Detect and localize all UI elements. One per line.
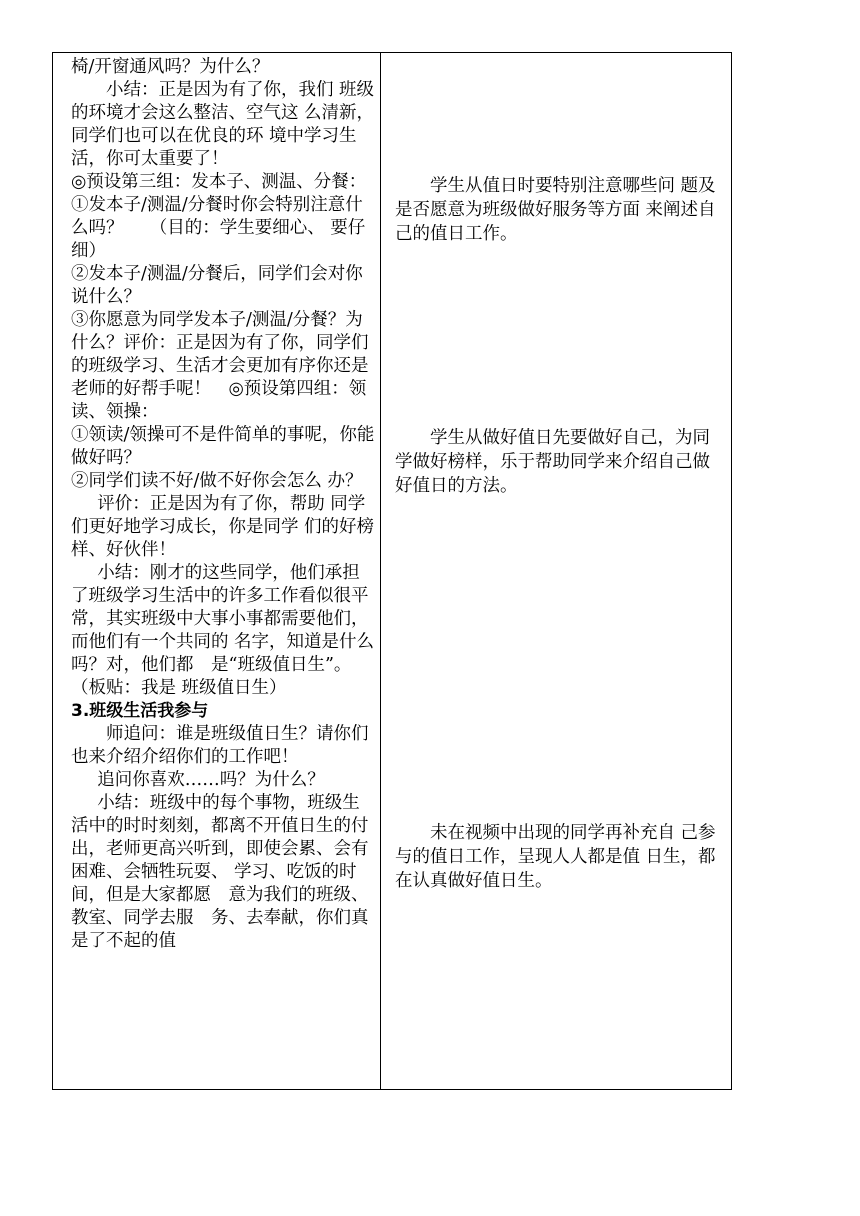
right-note-3: 未在视频中出现的同学再补充自 己参与的值日工作，呈现人人都是值 日生，都在认真做好值日生。 <box>395 823 716 891</box>
summary-paragraph-3: 小结：班级中的每个事物，班级生活中的时时刻刻，都离不开值日生的付出，老师更高兴听到，即使会累、会有困难、会牺牲玩耍、 学习、吃饭的时间，但是大家都愿 意为我们的班级、教室、同学去服 务、去奉献，你们真是了不起的值 <box>71 793 369 951</box>
group-three-question-2: ②发本子/测温/分餐后，同学们会对你说什么？ <box>71 264 363 307</box>
evaluation-paragraph: 评价：正是因为有了你，帮助 同学们更好地学习成长，你是同学 们的好榜样、好伙伴！ <box>71 494 375 560</box>
group-four-question-2: ②同学们读不好/做不好你会怎么 办？ <box>71 471 363 491</box>
teaching-process-column <box>71 56 378 953</box>
group-four-question-1: ①领读/领操可不是件简单的事呢，你能做好吗？ <box>71 425 375 468</box>
group-three-question-1: ①发本子/测温/分餐时你会特别注意什么吗？ （目的：学生要细心、 要仔细） <box>71 195 366 261</box>
left-paragraph-1: 椅/开窗通风吗？为什么？ <box>71 57 270 77</box>
lesson-plan-table <box>52 52 732 1090</box>
group-three-heading: ◎预设第三组：发本子、测温、分餐： <box>71 172 367 192</box>
followup-question: 追问你喜欢……吗？为什么？ <box>97 770 325 790</box>
column-divider <box>380 53 381 1089</box>
summary-paragraph-2: 小结：刚才的这些同学，他们承担了班级学习生活中的许多工作看似很平常，其实班级中大事小事都需要他们，而他们有一个共同的 名字，知道是什么吗？对，他们都 是“班级值日生”。 （板贴：我是 班级值日生） <box>71 563 378 698</box>
right-note-1: 学生从值日时要特别注意哪些问 题及是否愿意为班级做好服务等方面 来阐述自己的值日工作。 <box>395 176 716 244</box>
group-three-question-3: ③你愿意为同学发本子/测温/分餐？为什么？评价：正是因为有了你，同学们的班级学习、生活才会更加有序你还是老师的好帮手呢！ ◎预设第四组：领读、领操： <box>71 310 369 422</box>
summary-paragraph-1: 小结：正是因为有了你，我们 班级的环境才会这么整洁、空气这 么清新，同学们也可以在优良的环 境中学习生活，你可太重要了！ <box>71 80 375 169</box>
teacher-followup: 师追问：谁是班级值日生？请你们也来介绍介绍你们的工作吧！ <box>71 724 369 767</box>
section-heading: 3.班级生活我参与 <box>71 701 209 721</box>
right-note-2: 学生从做好值日先要做好自己，为同学做好榜样，乐于帮助同学来介绍自己做好值日的方法。 <box>395 428 710 496</box>
